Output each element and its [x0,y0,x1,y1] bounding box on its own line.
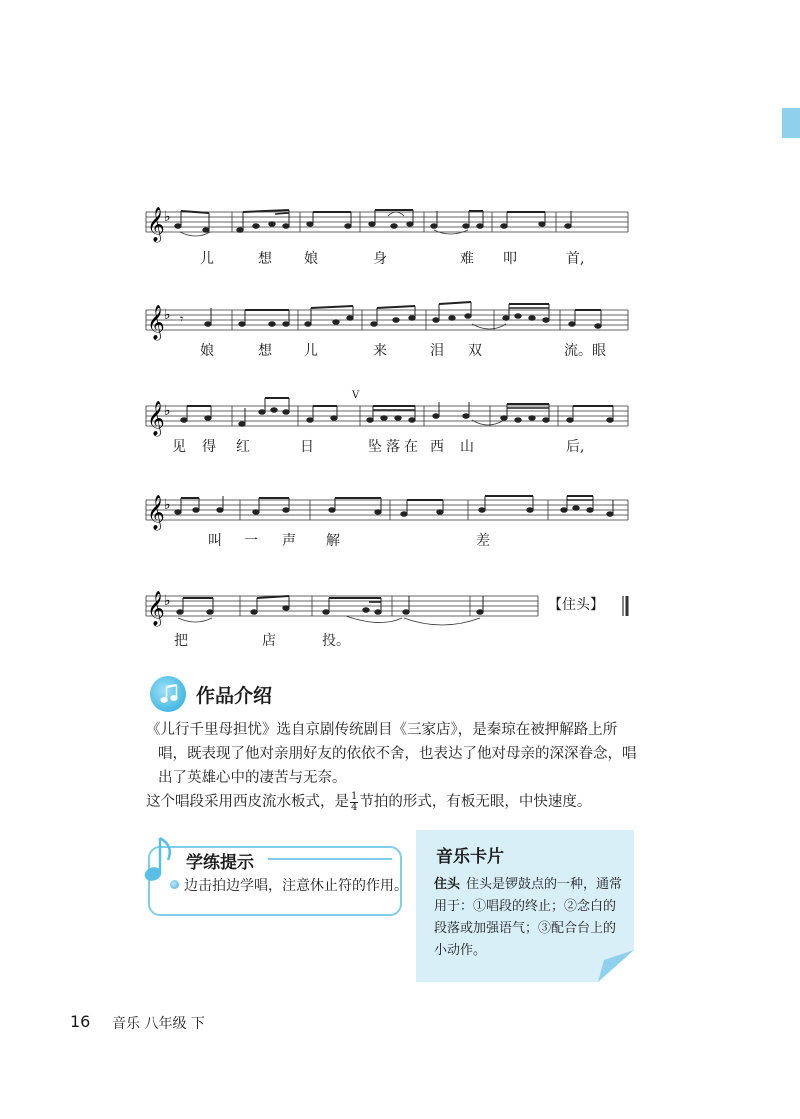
bullet-icon [170,880,179,889]
music-card-text: 住头是锣鼓点的一种，通常用于：①唱段的终止；②念白的段落或加强语气；③配合台上的小动作。 [434,877,623,958]
time-signature-fraction [350,792,358,813]
lyric: 落 [386,439,400,455]
practice-tip-rule [268,858,392,860]
intro-paragraph-2-text: 这个唱段采用西皮流水板式，是 [146,794,349,810]
lyric: 山 [460,439,474,455]
lyric: 娘 [200,343,214,359]
breath-mark: V [352,390,360,401]
music-card-body [434,874,626,962]
music-notes-icon [150,676,186,712]
svg-text:𝄞: 𝄞 [147,495,165,530]
ending-label: 【住头】 [548,597,604,613]
page-edge-tab [782,108,800,138]
svg-text:𝄞: 𝄞 [147,305,165,340]
practice-tip-text: 边击拍边学唱，注意休止符的作用。 [184,878,408,894]
staff-4 [0,480,800,550]
lyric: 儿 [304,343,318,359]
eighth-note-icon [140,832,180,884]
fraction-denominator: 4 [351,801,358,813]
lyric: 投。 [322,633,350,649]
lyric: 叩 [503,251,517,267]
lyric: 流。眼 [564,343,606,359]
lyric: 红 [236,439,250,455]
score-system-5 [0,586,800,656]
svg-text:♭: ♭ [164,497,171,513]
lyric: 叫 [208,533,222,549]
intro-paragraph-2 [146,790,642,814]
lyric: 西 [430,439,444,455]
staff-1 [0,200,800,270]
svg-text:𝄞: 𝄞 [147,591,165,626]
svg-text:♭: ♭ [164,209,171,225]
score-system-3 [0,386,800,456]
lyric: 身 [373,251,387,267]
svg-text:♭: ♭ [164,403,171,419]
score-system-1 [0,200,800,270]
score-system-4 [0,480,800,550]
lyric: 店 [262,633,276,649]
intro-body [146,718,642,814]
svg-text:𝄞: 𝄞 [147,401,165,436]
lyric: 想 [258,251,272,267]
lyric: 在 [404,439,418,455]
staff-3 [0,386,800,456]
intro-paragraph-1: 《儿行千里母担忧》选自京剧传统剧目《三家店》，是秦琼在被押解路上所唱，既表现了他对亲朋好友的依依不舍，也表达了他对母亲的深深眷念，唱出了英雄心中的凄苦与无奈。 [146,722,637,786]
score-system-2 [0,290,800,360]
music-card-term: 住头 [434,877,461,892]
lyric: 后, [566,439,585,455]
lyric: 一 [244,533,258,549]
intro-title: 作品介绍 [196,685,273,707]
lyric: 泪 [430,343,444,359]
lyric: 声 [282,533,296,549]
music-card-title: 音乐卡片 [436,847,504,867]
lyric: 首, [566,251,585,267]
lyric: 难 [460,251,474,267]
lyric: 解 [326,533,340,549]
page-number: 16 [70,1012,91,1031]
lyric: 差 [476,533,490,549]
lyric: 见 [172,439,186,455]
staff-5 [0,586,800,656]
practice-tip-title: 学练提示 [186,853,254,873]
lyric: 儿 [200,251,214,267]
lyric: 把 [174,633,188,649]
fraction-numerator: 1 [351,790,358,802]
book-title: 音乐 八年级 下 [112,1016,205,1032]
lyric: 双 [468,343,482,359]
svg-text:𝄞: 𝄞 [147,207,165,242]
lyric: 娘 [304,251,318,267]
lyric: 来 [373,343,387,359]
svg-text:♭: ♭ [164,307,171,323]
intro-paragraph-2-text-end: 节拍的形式，有板无眼，中快速度。 [359,794,592,810]
lyric: 日 [300,439,314,455]
svg-text:♭: ♭ [164,593,171,609]
lyric: 得 [202,439,216,455]
lyric: 想 [258,343,272,359]
staff-2 [0,290,800,360]
svg-text:𝄾: 𝄾 [180,312,184,326]
lyric: 坠 [368,439,382,455]
